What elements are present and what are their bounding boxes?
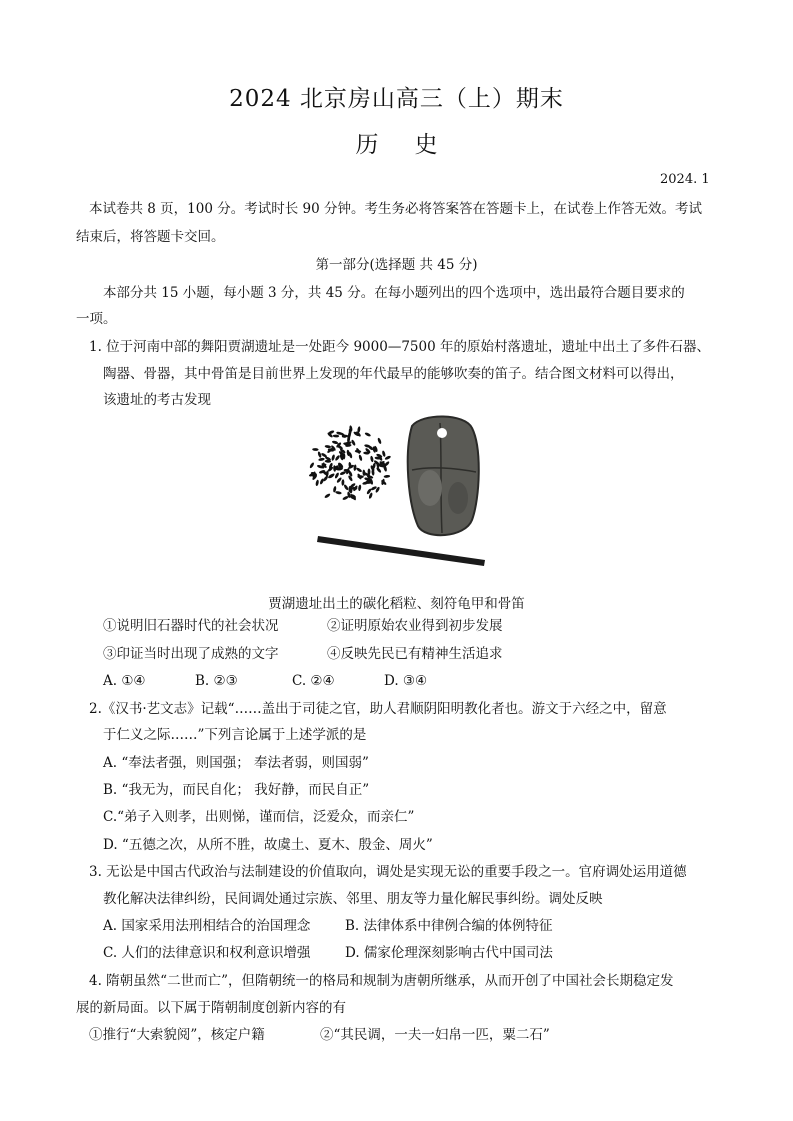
q2-option-c: C.“弟子入则孝，出则悌，谨而信，泛爱众，而亲仁”	[103, 809, 415, 825]
subject-char-1: 历	[355, 132, 379, 158]
subject-title	[0, 126, 793, 159]
q2-option-b: B. “我无为，而民自化； 我好静，而民自正”	[103, 782, 370, 798]
q1-statement-3: ③印证当时出现了成熟的文字	[103, 646, 279, 662]
q4-statement-1: ①推行“大索貌阅”，核定户籍	[89, 1027, 265, 1043]
subject-char-2: 史	[414, 132, 438, 158]
q2-option-d: D. “五德之次，从所不胜，故虞土、夏木、殷金、周火”	[103, 837, 433, 853]
turtle-shell-image	[408, 416, 479, 535]
q1-option-d: D. ③④	[384, 673, 428, 689]
artifact-figure	[300, 408, 490, 578]
q4-line-2: 展的新局面。以下属于隋朝制度创新内容的有	[76, 1000, 346, 1016]
q2-option-a: A. “奉法者强，则国强； 奉法者弱，则国弱”	[103, 755, 369, 771]
q3-option-b: B. 法律体系中律例合编的体例特征	[345, 918, 553, 934]
q2-line-2: 于仁义之际……”下列言论属于上述学派的是	[103, 727, 367, 743]
exam-title: 2024 北京房山高三（上）期末	[229, 86, 564, 112]
bone-flute-image	[317, 536, 485, 566]
section-desc-2: 一项。	[76, 311, 117, 327]
q4-statement-2: ②“其民调，一夫一妇帛一匹，粟二石”	[320, 1027, 550, 1043]
exam-date: 2024. 1	[660, 172, 710, 187]
rice-grains-image	[306, 423, 394, 507]
q1-line-2: 陶器、骨器，其中骨笛是目前世界上发现的年代最早的能够吹奏的笛子。结合图文材料可以得出，	[103, 366, 684, 382]
section-title: 第一部分(选择题 共 45 分)	[315, 257, 478, 273]
q1-statement-2: ②证明原始农业得到初步发展	[327, 618, 503, 634]
q1-line-1: 1. 位于河南中部的舞阳贾湖遗址是一处距今 9000—7500 年的原始村落遗址，遗址中出土了多件石器、	[89, 339, 710, 355]
q4-line-1: 4. 隋朝虽然“二世而亡”，但隋朝统一的格局和规制为唐朝所继承，从而开创了中国社会长期稳定发	[89, 973, 674, 989]
q1-line-3: 该遗址的考古发现	[103, 392, 211, 408]
q1-statement-4: ④反映先民已有精神生活追求	[327, 646, 503, 662]
q2-line-1: 2.《汉书·艺文志》记载“……盖出于司徒之官，助人君顺阴阳明教化者也。游文于六经之中，留意	[89, 701, 667, 717]
q3-option-c: C. 人们的法律意识和权利意识增强	[103, 945, 311, 961]
q3-line-1: 3. 无讼是中国古代政治与法制建设的价值取向，调处是实现无讼的重要手段之一。官府调处运用道德	[89, 864, 687, 880]
q3-option-d: D. 儒家伦理深刻影响古代中国司法	[345, 945, 553, 961]
q1-option-c: C. ②④	[292, 673, 335, 689]
q1-option-a: A. ①④	[103, 673, 146, 689]
q1-option-b: B. ②③	[195, 673, 238, 689]
intro-line-1: 本试卷共 8 页，100 分。考试时长 90 分钟。考生务必将答案答在答题卡上，在试卷上作答无效。考试	[89, 201, 702, 217]
q3-line-2: 教化解决法律纠纷，民间调处通过宗族、邻里、朋友等力量化解民事纠纷。调处反映	[103, 891, 603, 907]
q1-statement-1: ①说明旧石器时代的社会状况	[103, 618, 279, 634]
q3-option-a: A. 国家采用法刑相结合的治国理念	[103, 918, 311, 934]
section-desc-1: 本部分共 15 小题，每小题 3 分，共 45 分。在每小题列出的四个选项中，选出最符合题目要求的	[103, 285, 685, 301]
intro-line-2: 结束后，将答题卡交回。	[76, 229, 225, 245]
q1-figure-caption: 贾湖遗址出土的碳化稻粒、刻符龟甲和骨笛	[268, 596, 525, 612]
